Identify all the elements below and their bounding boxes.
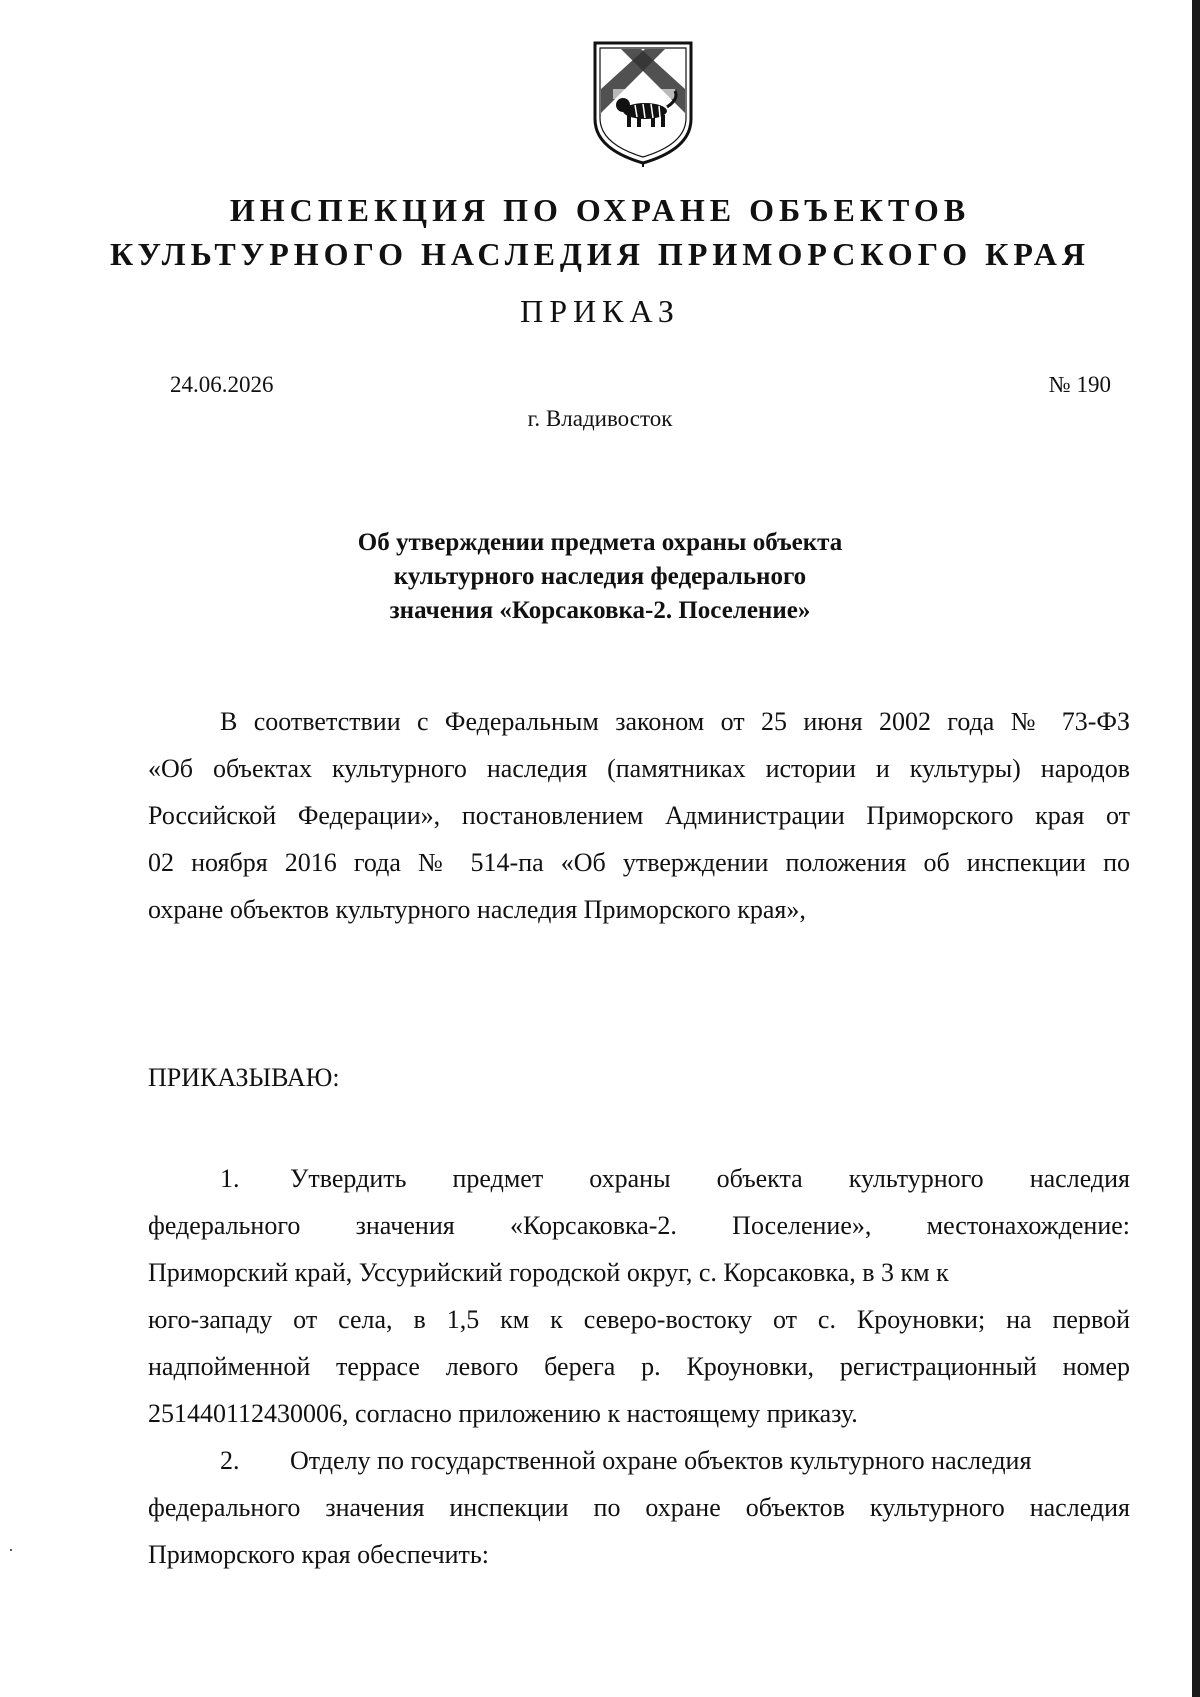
paragraph-line: охране объектов культурного наследия Приморского края», [148, 895, 806, 924]
order-item-first-line [148, 1437, 1130, 1484]
order-directive: ПРИКАЗЫВАЮ: [148, 1063, 340, 1092]
primorsky-krai-coat-of-arms-icon [591, 39, 695, 167]
document-title-line: Об утверждении предмета охраны объекта [357, 529, 843, 556]
order-item-first-line [148, 1155, 1130, 1202]
org-name-line-2: КУЛЬТУРНОГО НАСЛЕДИЯ ПРИМОРСКОГО КРАЯ [109, 236, 1091, 272]
order-item-lead-text: Утвердить предмет охраны объекта культурного наследия [290, 1164, 1130, 1193]
document-title [0, 526, 1200, 628]
paragraph-line: 02 ноября 2016 года № 514-па «Об утверждении положения об инспекции по [148, 848, 1130, 877]
order-item-number: 2. [220, 1446, 240, 1475]
scan-speck [10, 1549, 12, 1551]
paragraph-line: федерального значения инспекции по охране объектов культурного наследия [148, 1493, 1130, 1522]
paragraph-line: Приморский край, Уссурийский городской округ, с. Корсаковка, в 3 км к [148, 1258, 949, 1287]
document-number: № 190 [1048, 372, 1111, 397]
paragraph-line: 251440112430006, согласно приложению к настоящему приказу. [148, 1399, 858, 1428]
document-city: г. Владивосток [527, 406, 673, 431]
order-item-lead-text: Отделу по государственной охране объектов культурного наследия [290, 1446, 1032, 1475]
paragraph-line: юго-западу от села, в 1,5 км к северо-востоку от с. Кроуновки; на первой [148, 1305, 1130, 1334]
order-item-number: 1. [220, 1164, 240, 1193]
paragraph-line: федерального значения «Корсаковка-2. Поселение», местонахождение: [148, 1211, 1130, 1240]
document-title-line: значения «Корсаковка-2. Поселение» [389, 597, 811, 624]
document-type: ПРИКАЗ [520, 293, 680, 329]
document-title-line: культурного наследия федерального [393, 563, 807, 590]
paragraph-line: В соответствии с Федеральным законом от 25 июня 2002 года № 73-ФЗ [220, 707, 1130, 736]
paragraph-line: Российской Федерации», постановлением Администрации Приморского края от [148, 801, 1130, 830]
org-name-line-1: ИНСПЕКЦИЯ ПО ОХРАНЕ ОБЪЕКТОВ [229, 192, 971, 228]
order-item [148, 1155, 1130, 1437]
paragraph-line: «Об объектах культурного наследия (памятниках истории и культуры) народов [148, 754, 1130, 783]
order-item [148, 1437, 1130, 1578]
order-items [148, 1155, 1130, 1578]
paragraph-line: надпойменной террасе левого берега р. Кроуновки, регистрационный номер [148, 1352, 1130, 1381]
paragraph-line: Приморского края обеспечить: [148, 1540, 489, 1569]
document-date: 24.06.2026 [170, 372, 274, 397]
preamble-paragraph [148, 698, 1130, 933]
